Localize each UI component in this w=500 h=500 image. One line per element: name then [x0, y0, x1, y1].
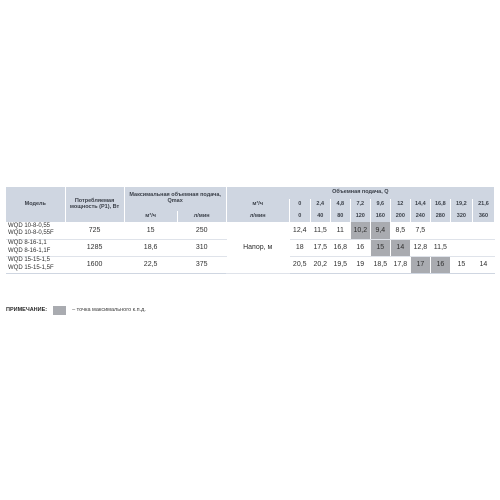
head-cell: [430, 222, 450, 239]
head-cell: 20,2: [310, 256, 330, 273]
head-cell: 18,5: [370, 256, 390, 273]
model-name-variant: WQD 8-16-1,1F: [8, 247, 51, 254]
head-cell: [450, 222, 472, 239]
flow-m3h-cell: 4,8: [330, 199, 350, 211]
qmax-lmin-cell: 375: [177, 256, 226, 273]
flow-m3h-cell: 0: [289, 199, 310, 211]
head-cell: [450, 239, 472, 256]
model-cell: [6, 239, 65, 256]
header-max-flow: Максимальная объемная подача, Qmax: [124, 187, 226, 211]
head-cell: 16,8: [330, 239, 350, 256]
flow-lmin-cell: 240: [410, 211, 430, 222]
model-name: WQD 15-15-1,5: [8, 257, 51, 263]
power-cell: 1285: [65, 239, 124, 256]
flow-m3h-cell: 16,8: [430, 199, 450, 211]
header-flow-unit-lmin: л/мин: [226, 211, 289, 222]
flow-m3h-cell: 21,6: [472, 199, 494, 211]
model-cell: [6, 222, 65, 239]
head-cell-max-efficiency: 10,2: [350, 222, 370, 239]
head-cell-max-efficiency: 17: [410, 256, 430, 273]
flow-lmin-cell: 80: [330, 211, 350, 222]
head-cell: 15: [450, 256, 472, 273]
model-cell: [6, 256, 65, 273]
flow-m3h-cell: 7,2: [350, 199, 370, 211]
head-cell: 16: [350, 239, 370, 256]
head-cell: 11,5: [310, 222, 330, 239]
power-cell: 725: [65, 222, 124, 239]
head-cell: 17,8: [390, 256, 410, 273]
flow-m3h-cell: 2,4: [310, 199, 330, 211]
head-cell: 12,8: [410, 239, 430, 256]
header-power: Потребляемая мощность (P1), Вт: [65, 187, 124, 222]
model-name: WQD 10-8-0,55: [8, 222, 51, 229]
head-cell: 7,5: [410, 222, 430, 239]
pump-spec-table: [6, 187, 495, 274]
flow-lmin-cell: 0: [289, 211, 310, 222]
note-label: ПРИМЕЧАНИЕ:: [6, 307, 48, 313]
qmax-m3h-cell: 18,6: [124, 239, 177, 256]
model-name: WQD 8-16-1,1: [8, 240, 47, 246]
model-name-variant: WQD 10-8-0,55F: [8, 230, 54, 237]
qmax-lmin-cell: 310: [177, 239, 226, 256]
table-row: [6, 222, 495, 239]
header-qmax-unit-lmin: л/мин: [177, 211, 226, 222]
head-cell: 12,4: [289, 222, 310, 239]
flow-lmin-cell: 120: [350, 211, 370, 222]
qmax-m3h-cell: 15: [124, 222, 177, 239]
qmax-lmin-cell: 250: [177, 222, 226, 239]
flow-m3h-cell: 9,6: [370, 199, 390, 211]
flow-lmin-cell: 360: [472, 211, 494, 222]
head-cell-max-efficiency: 9,4: [370, 222, 390, 239]
head-cell: 17,5: [310, 239, 330, 256]
flow-m3h-cell: 19,2: [450, 199, 472, 211]
flow-lmin-cell: 280: [430, 211, 450, 222]
flow-lmin-cell: 160: [370, 211, 390, 222]
header-flow-title: Объемная подача, Q: [226, 187, 494, 199]
head-cell: 14: [472, 256, 494, 273]
flow-lmin-cell: 320: [450, 211, 472, 222]
qmax-m3h-cell: 22,5: [124, 256, 177, 273]
head-cell: 18: [289, 239, 310, 256]
head-cell: 11: [330, 222, 350, 239]
flow-m3h-cell: 12: [390, 199, 410, 211]
head-cell-max-efficiency: 16: [430, 256, 450, 273]
header-model: Модель: [6, 187, 65, 222]
head-cell-max-efficiency: 15: [370, 239, 390, 256]
max-efficiency-swatch: [53, 306, 66, 315]
legend-note: [6, 304, 146, 316]
head-cell: [472, 222, 494, 239]
head-cell: 11,5: [430, 239, 450, 256]
head-cell: 20,5: [289, 256, 310, 273]
power-cell: 1600: [65, 256, 124, 273]
head-cell: 8,5: [390, 222, 410, 239]
model-name-variant: WQD 15-15-1,5F: [8, 264, 54, 271]
flow-lmin-cell: 40: [310, 211, 330, 222]
header-qmax-unit-m3h: м³/ч: [124, 211, 177, 222]
note-text: – точка максимального к.п.д.: [72, 307, 146, 313]
head-cell-max-efficiency: 14: [390, 239, 410, 256]
head-cell: 19: [350, 256, 370, 273]
head-cell: 19,5: [330, 256, 350, 273]
flow-lmin-cell: 200: [390, 211, 410, 222]
header-flow-unit-m3h: м³/ч: [226, 199, 289, 211]
flow-m3h-cell: 14,4: [410, 199, 430, 211]
head-label: Напор, м: [226, 222, 289, 273]
head-cell: [472, 239, 494, 256]
